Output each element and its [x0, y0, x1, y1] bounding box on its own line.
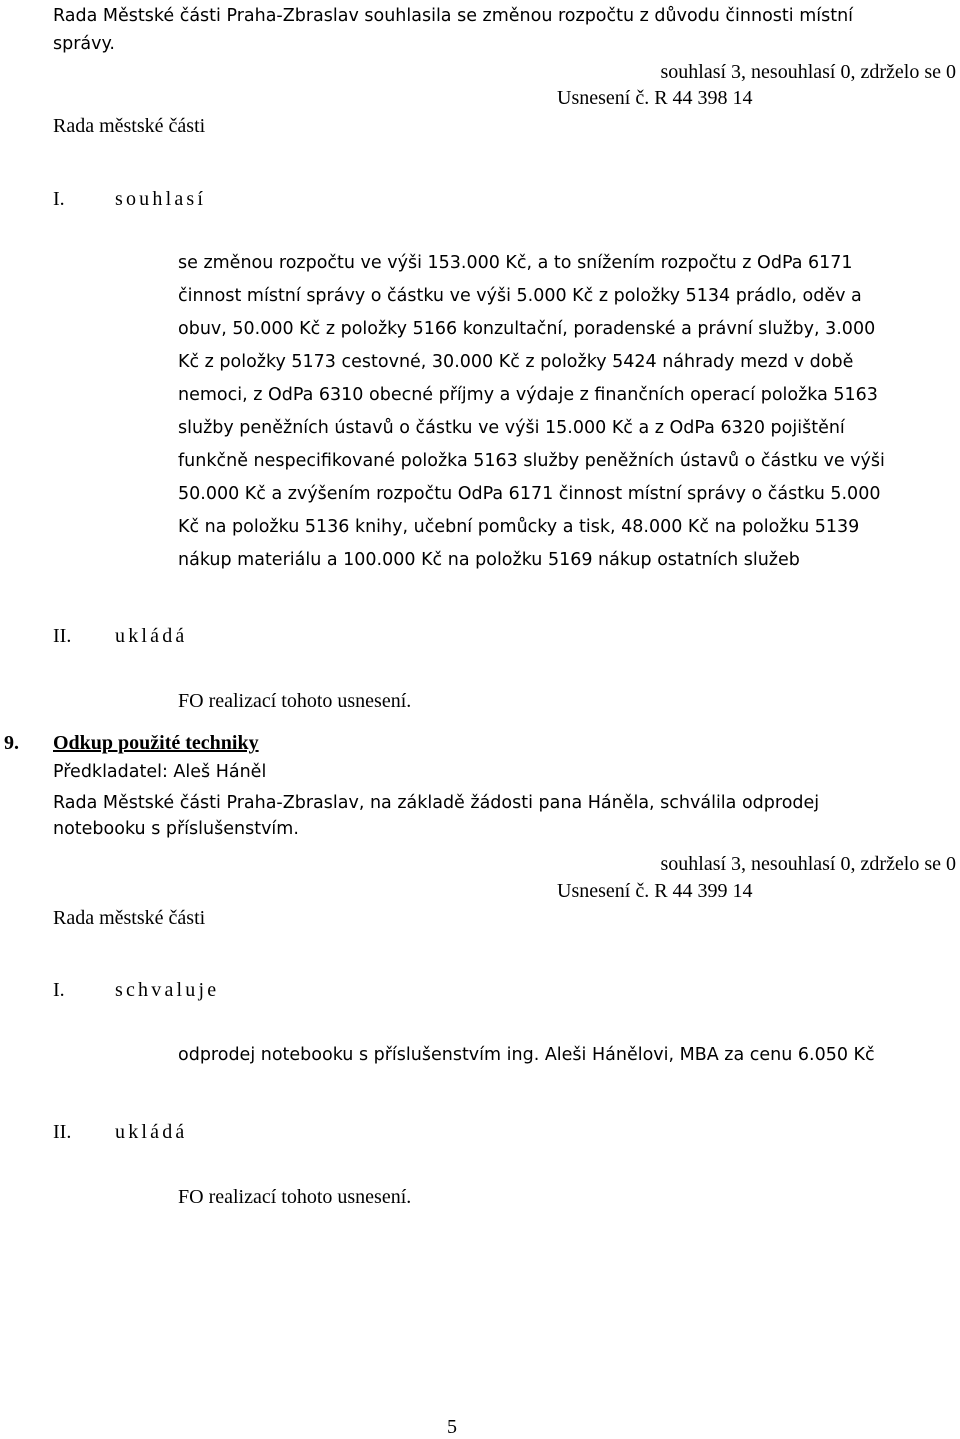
item8-point1-line: nákup materiálu a 100.000 Kč na položku 5169 nákup ostatních služeb — [178, 550, 800, 570]
item8-point1-line: činnost místní správy o částku ve výši 5.000 Kč z položky 5134 prádlo, oděv a — [178, 286, 862, 306]
item8-point1-line: Kč na položku 5136 knihy, učební pomůcky a tisk, 48.000 Kč na položku 5139 — [178, 517, 860, 537]
item8-point2-verb: ukládá — [115, 625, 188, 647]
page-number: 5 — [447, 1416, 457, 1438]
item8-point1-line: funkčně nespecifikované položka 5163 služby peněžních ústavů o částku ve výši — [178, 451, 885, 471]
item8-point1-line: Kč z položky 5173 cestovné, 30.000 Kč z položky 5424 náhrady mezd v době — [178, 352, 854, 372]
item8-point1-numeral: I. — [53, 188, 65, 210]
item9-intro-line2: notebooku s příslušenstvím. — [53, 819, 299, 839]
item9-point1-verb: schvaluje — [115, 979, 220, 1001]
item9-number: 9. — [4, 732, 19, 754]
item8-vote-result: souhlasí 3, nesouhlasí 0, zdrželo se 0 — [660, 61, 956, 83]
item8-intro-line2: správy. — [53, 34, 115, 54]
item9-point1-numeral: I. — [53, 979, 65, 1001]
item9-vote-result: souhlasí 3, nesouhlasí 0, zdrželo se 0 — [660, 853, 956, 875]
item8-intro-line1: Rada Městské části Praha-Zbraslav souhlasila se změnou rozpočtu z důvodu činnosti místní — [53, 6, 854, 26]
item8-point1-line: služby peněžních ústavů o částku ve výši 15.000 Kč a z OdPa 6320 pojištění — [178, 418, 845, 438]
item8-point1-line: 50.000 Kč a zvýšením rozpočtu OdPa 6171 činnost místní správy o částku 5.000 — [178, 484, 881, 504]
item9-resolution-number: Usnesení č. R 44 399 14 — [557, 880, 753, 902]
item8-council-label: Rada městské části — [53, 115, 206, 137]
item8-point1-line: se změnou rozpočtu ve výši 153.000 Kč, a to snížením rozpočtu z OdPa 6171 — [178, 253, 853, 273]
item9-point2-text: FO realizací tohoto usnesení. — [178, 1186, 412, 1208]
item8-point2-numeral: II. — [53, 625, 72, 647]
item9-title: Odkup použité techniky — [53, 732, 259, 754]
item8-point1-verb: souhlasí — [115, 188, 207, 210]
item9-point2-verb: ukládá — [115, 1121, 188, 1143]
item8-point1-line: nemoci, z OdPa 6310 obecné příjmy a výdaje z finančních operací položka 5163 — [178, 385, 878, 405]
item8-point1-line: obuv, 50.000 Kč z položky 5166 konzultační, poradenské a právní služby, 3.000 — [178, 319, 876, 339]
item9-council-label: Rada městské části — [53, 907, 206, 929]
item9-point2-numeral: II. — [53, 1121, 72, 1143]
item9-proposer: Předkladatel: Aleš Háněl — [53, 762, 267, 782]
item9-point1-text: odprodej notebooku s příslušenstvím ing. Aleši Hánělovi, MBA za cenu 6.050 Kč — [178, 1045, 875, 1065]
item8-resolution-number: Usnesení č. R 44 398 14 — [557, 87, 753, 109]
item9-intro-line1: Rada Městské části Praha-Zbraslav, na základě žádosti pana Háněla, schválila odprodej — [53, 793, 820, 813]
item8-point2-text: FO realizací tohoto usnesení. — [178, 690, 412, 712]
